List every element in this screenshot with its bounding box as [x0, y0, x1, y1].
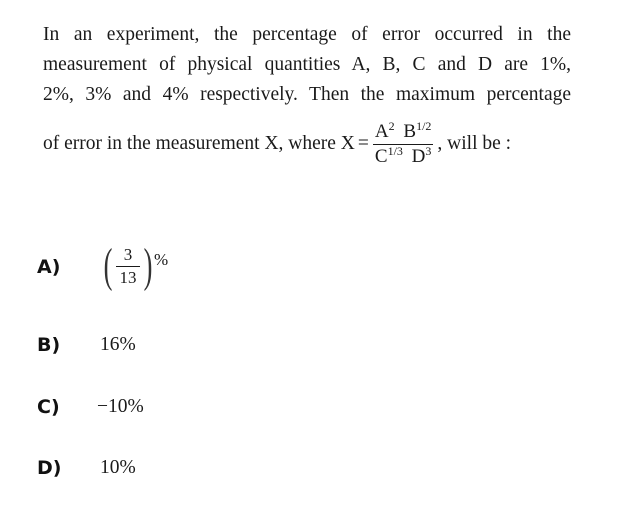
- var-d: D: [411, 145, 426, 167]
- exp-b: 1/2: [416, 118, 432, 133]
- option-a-fraction: [116, 245, 140, 288]
- formula-denominator: [373, 143, 434, 168]
- question-line-3: 2%, 3% and 4% respectively. Then the maximum percentage: [43, 84, 571, 105]
- option-a-fraction-bar: [116, 266, 140, 267]
- var-c: C: [374, 145, 388, 167]
- right-paren: ): [143, 239, 153, 292]
- option-a-denominator: 13: [119, 267, 137, 287]
- option-d-label[interactable]: D): [37, 457, 62, 479]
- option-d-value[interactable]: 10%: [100, 457, 136, 478]
- question-line-4-suffix: , will be :: [437, 133, 512, 154]
- exp-a: 2: [388, 118, 395, 133]
- formula-fraction: [373, 118, 434, 168]
- option-a-value[interactable]: [100, 238, 168, 294]
- equals-sign: =: [357, 133, 369, 154]
- formula-numerator: [373, 118, 434, 143]
- option-a-unit: %: [153, 250, 169, 269]
- option-a-numerator: 3: [123, 244, 133, 264]
- var-a: A: [374, 120, 389, 142]
- option-b-label[interactable]: B): [37, 334, 61, 356]
- option-a-label[interactable]: A): [37, 256, 61, 278]
- option-c-value[interactable]: −10%: [97, 396, 144, 417]
- exp-d: 3: [425, 143, 432, 158]
- option-b-value[interactable]: 16%: [100, 334, 136, 355]
- option-c-label[interactable]: C): [37, 396, 60, 418]
- var-b: B: [403, 120, 417, 142]
- question-line-2: measurement of physical quantities A, B, C and D are 1%,: [43, 54, 571, 75]
- left-paren: (: [103, 239, 113, 292]
- question-line-4: [43, 112, 511, 176]
- question-line-1: In an experiment, the percentage of error occurred in the: [43, 24, 571, 45]
- question-line-4-prefix: of error in the measurement X, where X: [43, 133, 355, 154]
- exp-c: 1/3: [387, 143, 403, 158]
- question-text: [43, 20, 571, 110]
